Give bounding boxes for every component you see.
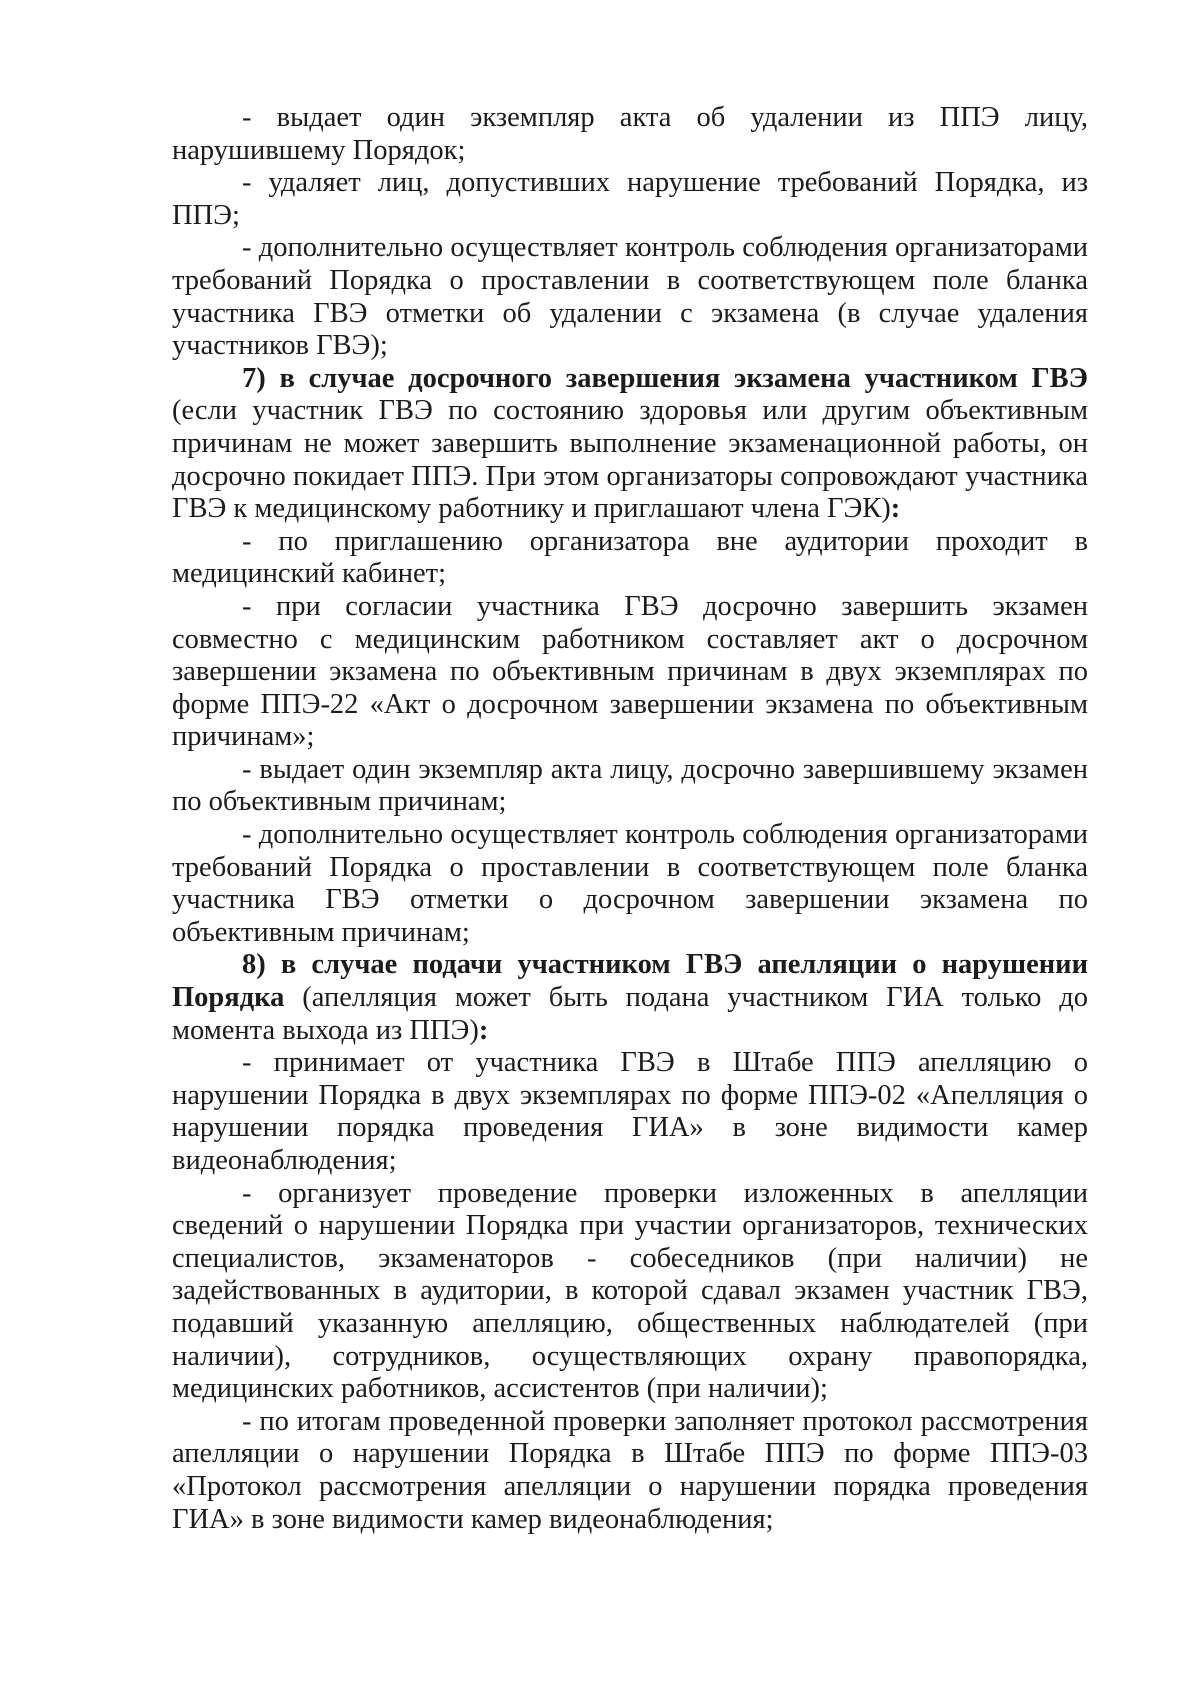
document-page (172, 102, 1088, 1536)
paragraph-text: (апелляция может быть подана участником ГИА только до момента выхода из ППЭ) (172, 982, 1088, 1046)
paragraph-tail: : (478, 1014, 489, 1046)
paragraph-accept-appeal (172, 1047, 1088, 1177)
item-7-bold-heading: 7) в случае досрочного завершения экзамена участником ГВЭ (242, 362, 1088, 394)
paragraph-fill-protocol (172, 1406, 1088, 1536)
paragraph-text: - по приглашению организатора вне аудитории проходит в медицинский кабинет; (172, 525, 1088, 590)
paragraph-medical-office (172, 526, 1088, 591)
paragraph-text: (если участник ГВЭ по состоянию здоровья или другим объективным причинам не может завершить выполнение экзаменационной работы, он досрочно покидает ППЭ. При этом организаторы сопровождают участника ГВЭ к медицинскому работнику и приглашают члена ГЭК) (172, 395, 1088, 525)
paragraph-issue-early-act (172, 754, 1088, 819)
paragraph-text: - по итогам проведенной проверки заполняет протокол рассмотрения апелляции о нарушении Порядка в Штабе ППЭ по форме ППЭ-03 «Протокол рассмотрения апелляции о нарушении порядка проведения ГИА» в зоне видимости камер видеонаблюдения; (172, 1405, 1088, 1535)
paragraph-text: - дополнительно осуществляет контроль соблюдения организаторами требований Порядка о проставлении в соответствующем поле бланка участника ГВЭ отметки об удалении с экзамена (в случае удаления участников ГВЭ); (172, 232, 1088, 362)
paragraph-organize-check (172, 1178, 1088, 1406)
paragraph-text: - организует проведение проверки изложенных в апелляции сведений о нарушении Порядка при участии организаторов, технических специалистов, экзаменаторов - собеседников (при наличии) не задействованных в аудитории, в которой сдавал экзамен участник ГВЭ, подавший указанную апелляцию, общественных наблюдателей (при наличии), сотрудников, осуществляющих охрану правопорядка, медицинских работников, ассистентов (при наличии); (172, 1177, 1088, 1405)
paragraph-issue-removal-act (172, 102, 1088, 167)
paragraph-early-completion-act (172, 591, 1088, 754)
paragraph-control-early-mark (172, 819, 1088, 949)
item-8-bold-heading: 8) в случае подачи участником ГВЭ апелляции о нарушении Порядка (172, 949, 1088, 1014)
paragraph-text: - принимает от участника ГВЭ в Штабе ППЭ апелляцию о нарушении Порядка в двух экземплярах по форме ППЭ-02 «Апелляция о нарушении порядка проведения ГИА» в зоне видимости камер видеонаблюдения; (172, 1047, 1088, 1176)
paragraph-text: - при согласии участника ГВЭ досрочно завершить экзамен совместно с медицинским работником составляет акт о досрочном завершении экзамена по объективным причинам в двух экземплярах по форме ППЭ-22 «Акт о досрочном завершении экзамена по объективным причинам»; (172, 590, 1088, 753)
paragraph-text: - выдает один экземпляр акта об удалении из ППЭ лицу, нарушившему Порядок; (172, 102, 1088, 166)
paragraph-item-8-heading (172, 949, 1088, 1047)
paragraph-text: - удаляет лиц, допустивших нарушение требований Порядка, из ППЭ; (172, 167, 1088, 231)
paragraph-item-7-heading (172, 363, 1088, 526)
paragraph-tail: : (890, 493, 901, 525)
paragraph-text: - выдает один экземпляр акта лицу, досрочно завершившему экзамен по объективным причинам; (172, 753, 1088, 818)
paragraph-control-removal-mark (172, 232, 1088, 362)
paragraph-text: - дополнительно осуществляет контроль соблюдения организаторами требований Порядка о проставлении в соответствующем поле бланка участника ГВЭ отметки о досрочном завершении экзамена по объективным причинам; (172, 819, 1088, 948)
paragraph-remove-violators (172, 167, 1088, 232)
